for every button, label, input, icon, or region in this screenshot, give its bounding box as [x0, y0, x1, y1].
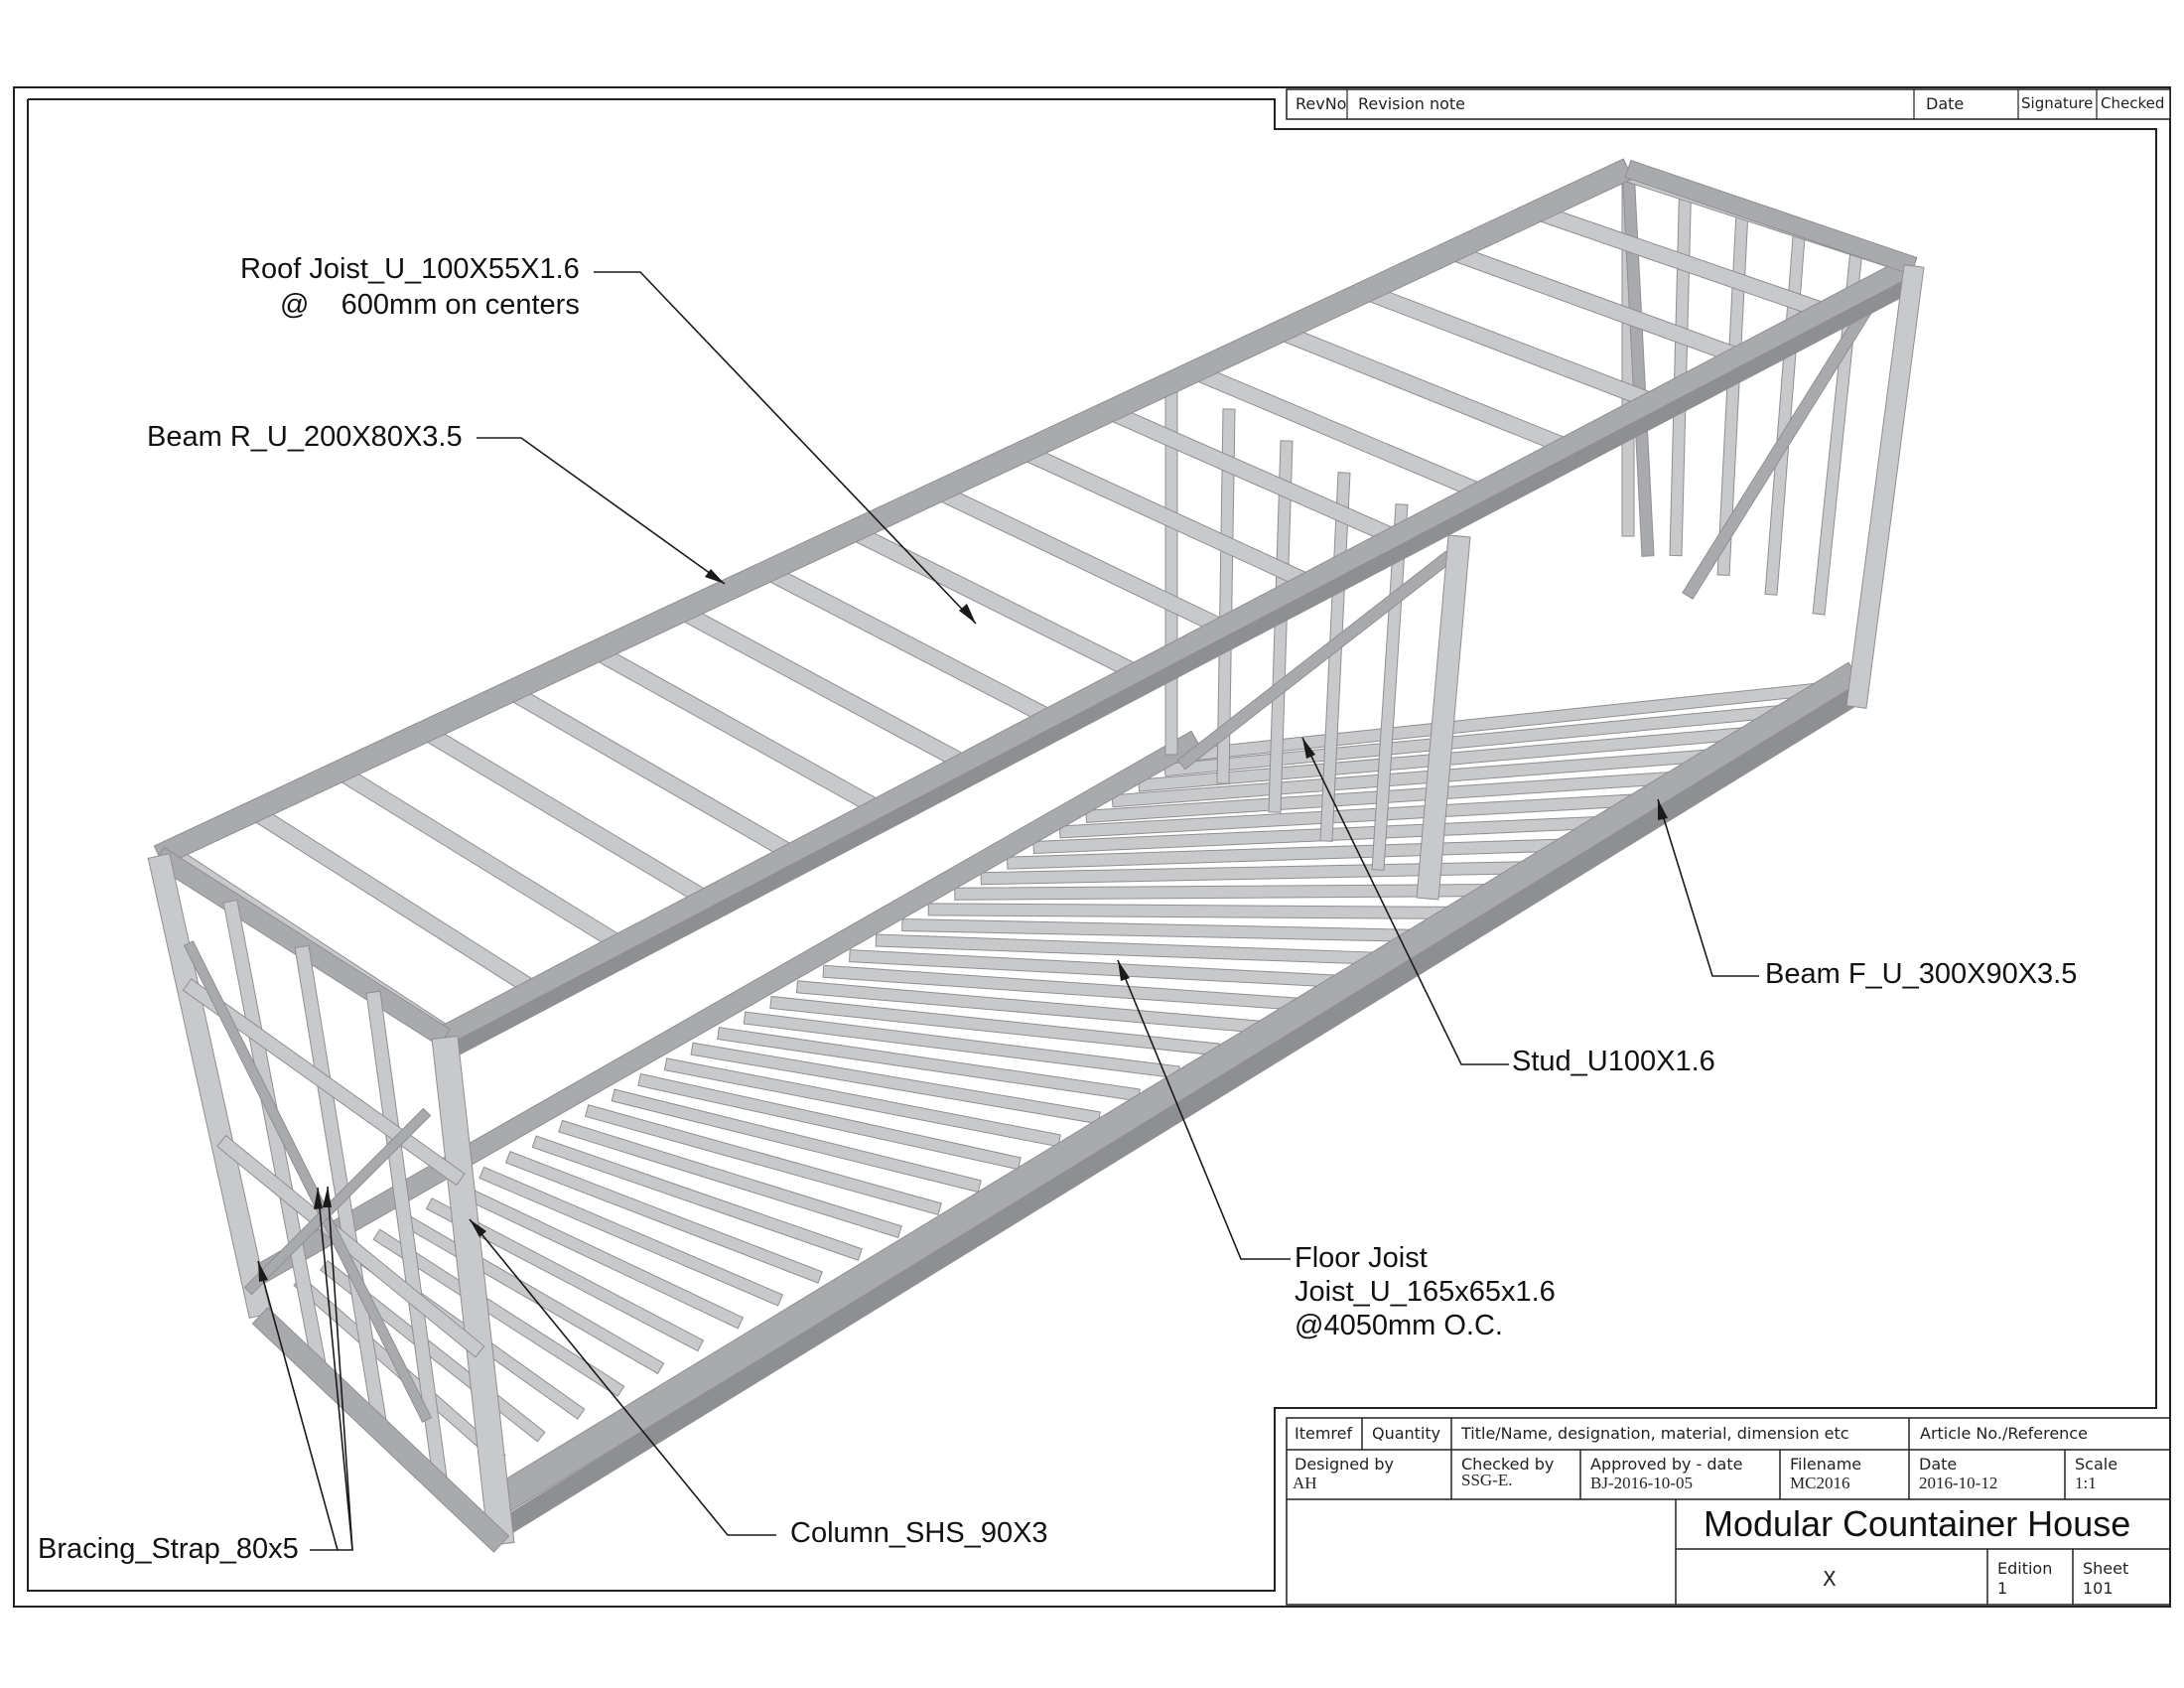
rev-checked-header: Checked	[2101, 94, 2165, 112]
revision-note-header: Revision note	[1358, 94, 1465, 113]
rev-no-header: RevNo	[1296, 94, 1347, 113]
label-bracing: Bracing_Strap_80x5	[38, 1533, 299, 1565]
date-label: Date	[1919, 1455, 1958, 1474]
floor-joist	[928, 904, 1457, 919]
roof-joist	[852, 525, 1138, 678]
label-floor-joist: Floor Joist	[1295, 1242, 1428, 1274]
designed-by-label: Designed by	[1295, 1455, 1394, 1474]
designed-by-value: AH	[1293, 1474, 1317, 1492]
checked-by-label: Checked by	[1461, 1455, 1555, 1474]
roof-beam-front-face	[442, 277, 1918, 1060]
roof-joist	[680, 606, 966, 770]
roof-joist	[1110, 406, 1397, 544]
title-header: Title/Name, designation, material, dimension etc	[1461, 1424, 1849, 1443]
roof-joist	[508, 685, 794, 859]
quantity-header: Quantity	[1372, 1424, 1441, 1443]
edition-label: Edition	[1997, 1559, 2053, 1578]
label-roof-joist-spacing: @ 600mm on centers	[280, 289, 580, 321]
roof-joist	[938, 486, 1225, 633]
leader-beam-r	[477, 438, 725, 584]
leader-beam-f	[1658, 799, 1759, 976]
filename-label: Filename	[1790, 1455, 1862, 1474]
label-stud: Stud_U100X1.6	[1512, 1046, 1715, 1077]
roof-joist	[422, 726, 707, 905]
sheet-value: 101	[2083, 1579, 2114, 1598]
roof-joist	[337, 766, 621, 949]
drawing-title: Modular Countainer House	[1704, 1503, 2131, 1544]
scale-label: Scale	[2075, 1455, 2118, 1474]
drawing-mark: X	[1823, 1567, 1837, 1591]
container-frame	[148, 159, 1924, 1552]
label-beam-f: Beam F_U_300X90X3.5	[1765, 958, 2078, 990]
edition-value: 1	[1997, 1579, 2008, 1598]
label-roof-joist: Roof Joist_U_100X55X1.6	[240, 253, 580, 285]
date-value: 2016-10-12	[1919, 1474, 1998, 1492]
rev-signature-header: Signature	[2021, 94, 2094, 112]
arrow-bracing-1	[323, 1187, 332, 1207]
filename-value: MC2016	[1790, 1474, 1850, 1492]
approved-value: BJ-2016-10-05	[1590, 1474, 1693, 1492]
label-beam-r: Beam R_U_200X80X3.5	[147, 421, 463, 453]
checked-by-value: SSG-E.	[1461, 1471, 1513, 1489]
label-floor-joist-spacing: @4050mm O.C.	[1295, 1310, 1503, 1341]
article-header: Article No./Reference	[1920, 1424, 2088, 1443]
roof-joist	[766, 566, 1052, 725]
scale-value: 1:1	[2075, 1474, 2097, 1492]
itemref-header: Itemref	[1295, 1424, 1353, 1443]
arrow-roof-joist	[959, 604, 976, 624]
roof-joist	[594, 645, 880, 814]
sheet-label: Sheet	[2083, 1559, 2129, 1578]
approved-label: Approved by - date	[1590, 1455, 1743, 1474]
label-column: Column_SHS_90X3	[790, 1517, 1048, 1549]
rev-date-header: Date	[1926, 94, 1965, 113]
roof-joist	[250, 805, 535, 994]
label-floor-joist-profile: Joist_U_165x65x1.6	[1295, 1276, 1556, 1308]
